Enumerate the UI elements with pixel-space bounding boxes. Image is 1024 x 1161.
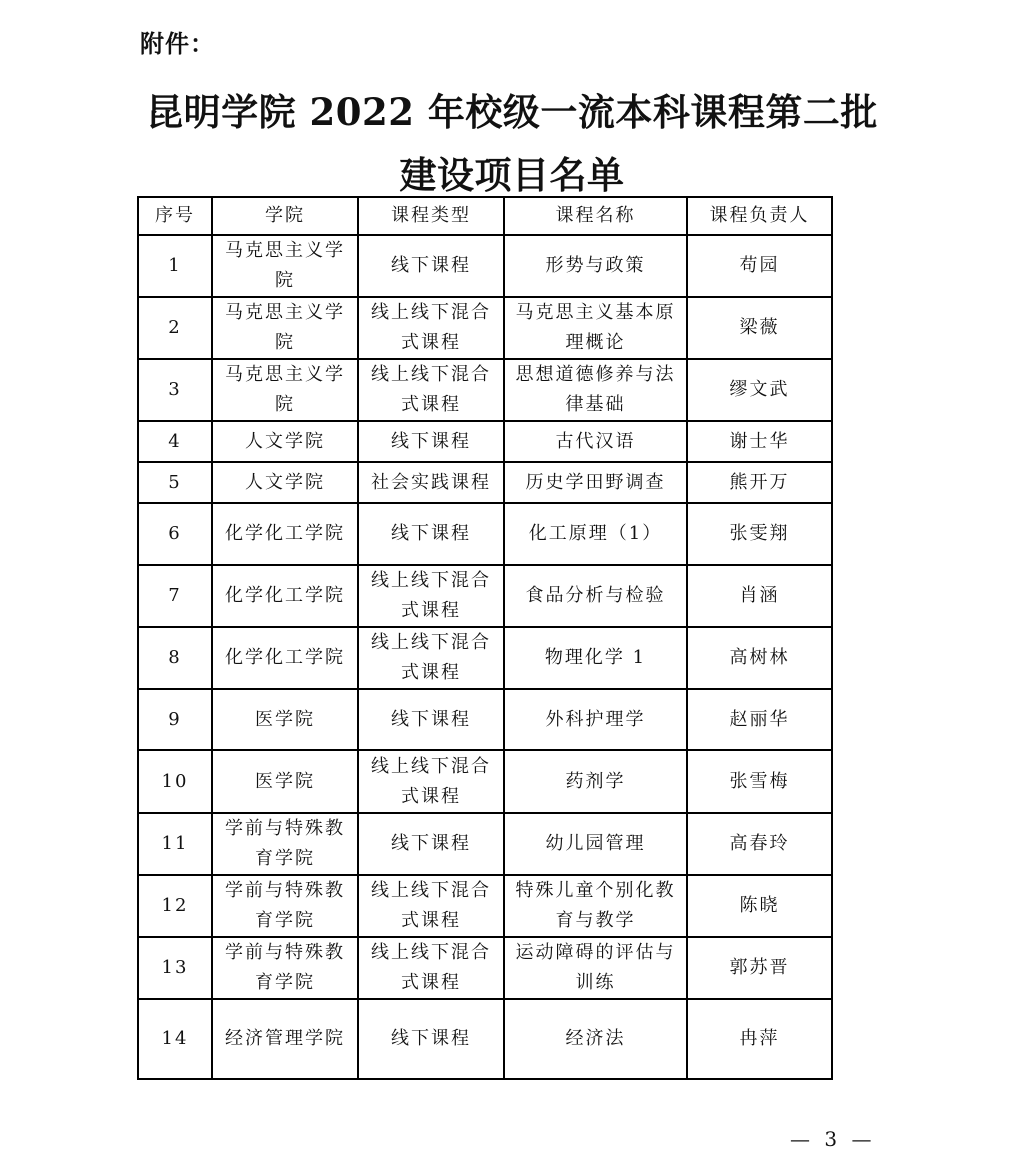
cell-college: 医学院 <box>212 689 358 750</box>
cell-course-type: 线下课程 <box>358 813 504 875</box>
document-title-line2: 建设项目名单 <box>399 153 625 197</box>
cell-course-leader: 肖涵 <box>687 565 832 627</box>
cell-college: 人文学院 <box>212 462 358 503</box>
table-row <box>138 462 832 503</box>
cell-no: 2 <box>138 297 212 359</box>
cell-course-type: 线上线下混合式课程 <box>358 565 504 627</box>
cell-no: 8 <box>138 627 212 689</box>
course-list-table <box>137 196 833 1080</box>
cell-course-name: 经济法 <box>504 999 687 1079</box>
table-row <box>138 689 832 750</box>
cell-college: 马克思主义学院 <box>212 359 358 421</box>
header-course-type: 课程类型 <box>358 197 504 235</box>
cell-course-name: 形势与政策 <box>504 235 687 297</box>
cell-course-leader: 苟园 <box>687 235 832 297</box>
cell-no: 1 <box>138 235 212 297</box>
cell-college: 化学化工学院 <box>212 503 358 565</box>
document-title: 昆明学院 2022 年校级一流本科课程第二批 <box>146 90 878 134</box>
cell-course-name: 特殊儿童个别化教育与教学 <box>504 875 687 937</box>
cell-no: 4 <box>138 421 212 462</box>
header-college: 学院 <box>212 197 358 235</box>
table-row <box>138 503 832 565</box>
page-number: — 3 — <box>790 1127 876 1151</box>
table-row <box>138 813 832 875</box>
cell-course-type: 线上线下混合式课程 <box>358 937 504 999</box>
cell-course-leader: 缪文武 <box>687 359 832 421</box>
cell-course-leader: 高春玲 <box>687 813 832 875</box>
cell-no: 10 <box>138 750 212 813</box>
attachment-label: 附件： <box>140 30 215 58</box>
table-row <box>138 937 832 999</box>
cell-course-type: 线下课程 <box>358 421 504 462</box>
cell-course-type: 线上线下混合式课程 <box>358 750 504 813</box>
header-course-name: 课程名称 <box>504 197 687 235</box>
table-row <box>138 235 832 297</box>
cell-course-type: 线上线下混合式课程 <box>358 297 504 359</box>
cell-course-type: 线上线下混合式课程 <box>358 627 504 689</box>
table-row <box>138 627 832 689</box>
cell-college: 化学化工学院 <box>212 565 358 627</box>
table-row <box>138 565 832 627</box>
cell-no: 6 <box>138 503 212 565</box>
cell-course-type: 线上线下混合式课程 <box>358 875 504 937</box>
cell-course-type: 社会实践课程 <box>358 462 504 503</box>
cell-course-name: 运动障碍的评估与训练 <box>504 937 687 999</box>
cell-course-type: 线下课程 <box>358 503 504 565</box>
cell-no: 11 <box>138 813 212 875</box>
cell-course-name: 物理化学 1 <box>504 627 687 689</box>
cell-no: 3 <box>138 359 212 421</box>
cell-course-name: 历史学田野调查 <box>504 462 687 503</box>
cell-college: 学前与特殊教育学院 <box>212 813 358 875</box>
cell-course-leader: 冉萍 <box>687 999 832 1079</box>
cell-course-name: 外科护理学 <box>504 689 687 750</box>
cell-no: 7 <box>138 565 212 627</box>
header-no: 序号 <box>138 197 212 235</box>
table-row <box>138 421 832 462</box>
cell-college: 学前与特殊教育学院 <box>212 937 358 999</box>
cell-course-type: 线上线下混合式课程 <box>358 359 504 421</box>
cell-course-name: 食品分析与检验 <box>504 565 687 627</box>
cell-course-type: 线下课程 <box>358 999 504 1079</box>
cell-no: 9 <box>138 689 212 750</box>
cell-course-name: 古代汉语 <box>504 421 687 462</box>
table-row <box>138 297 832 359</box>
cell-course-leader: 熊开万 <box>687 462 832 503</box>
cell-college: 化学化工学院 <box>212 627 358 689</box>
cell-course-type: 线下课程 <box>358 235 504 297</box>
cell-course-leader: 谢士华 <box>687 421 832 462</box>
table-row <box>138 359 832 421</box>
cell-course-type: 线下课程 <box>358 689 504 750</box>
cell-college: 经济管理学院 <box>212 999 358 1079</box>
cell-course-name: 药剂学 <box>504 750 687 813</box>
cell-college: 马克思主义学院 <box>212 235 358 297</box>
cell-course-leader: 郭苏晋 <box>687 937 832 999</box>
cell-course-name: 化工原理（1） <box>504 503 687 565</box>
cell-course-leader: 高树林 <box>687 627 832 689</box>
cell-college: 学前与特殊教育学院 <box>212 875 358 937</box>
cell-no: 13 <box>138 937 212 999</box>
header-course-leader: 课程负责人 <box>687 197 832 235</box>
table-row <box>138 875 832 937</box>
cell-course-leader: 陈晓 <box>687 875 832 937</box>
cell-college: 人文学院 <box>212 421 358 462</box>
cell-course-name: 幼儿园管理 <box>504 813 687 875</box>
cell-college: 医学院 <box>212 750 358 813</box>
cell-course-leader: 张雪梅 <box>687 750 832 813</box>
cell-course-name: 马克思主义基本原理概论 <box>504 297 687 359</box>
table-row <box>138 750 832 813</box>
table-header-row <box>138 197 832 235</box>
cell-course-leader: 赵丽华 <box>687 689 832 750</box>
cell-no: 12 <box>138 875 212 937</box>
cell-no: 5 <box>138 462 212 503</box>
cell-course-leader: 梁薇 <box>687 297 832 359</box>
cell-college: 马克思主义学院 <box>212 297 358 359</box>
cell-course-name: 思想道德修养与法律基础 <box>504 359 687 421</box>
cell-no: 14 <box>138 999 212 1079</box>
cell-course-leader: 张雯翔 <box>687 503 832 565</box>
table-row <box>138 999 832 1079</box>
